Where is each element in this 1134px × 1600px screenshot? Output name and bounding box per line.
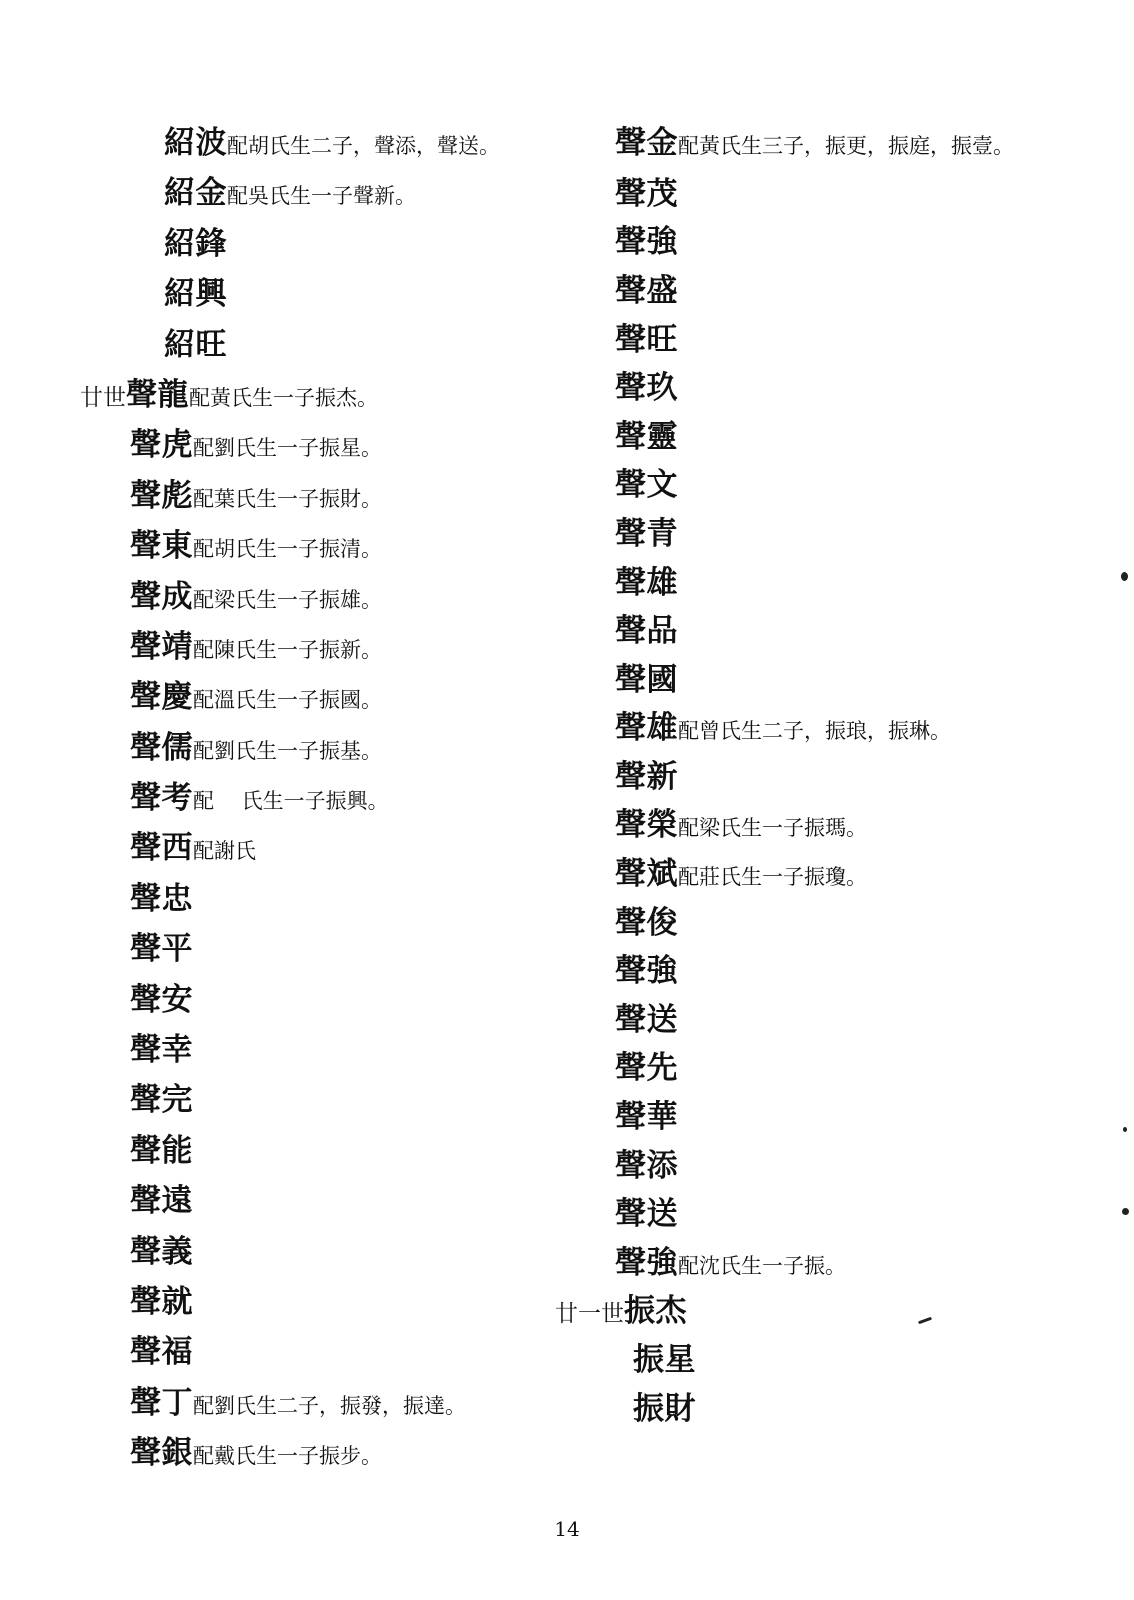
genealogy-entry xyxy=(555,1147,1055,1200)
entry-note: 配黃氏生一子振杰。 xyxy=(189,385,378,410)
entry-name: 聲盛 xyxy=(615,272,678,309)
entry-name: 聲茂 xyxy=(615,175,678,212)
entry-name: 聲西 xyxy=(130,830,193,867)
genealogy-entry xyxy=(80,477,550,531)
genealogy-entry xyxy=(555,1293,1055,1345)
entry-note: 配吳氏生一子聲新。 xyxy=(227,184,416,209)
entry-name: 紹旺 xyxy=(164,326,227,363)
genealogy-entry xyxy=(80,578,550,632)
entry-name: 紹興 xyxy=(164,276,227,313)
entry-name: 聲添 xyxy=(615,1147,678,1184)
entry-name: 聲金 xyxy=(615,125,678,161)
entry-name: 聲旺 xyxy=(615,321,678,358)
genealogy-entry xyxy=(555,1244,1055,1297)
entry-name: 聲安 xyxy=(130,981,193,1018)
entry-note: 配戴氏生一子振步。 xyxy=(193,1444,382,1469)
entry-note: 配溫氏生一子振國。 xyxy=(193,688,382,713)
entry-name: 紹波 xyxy=(164,125,227,161)
entry-name: 聲龍 xyxy=(126,376,189,413)
entry-name: 紹鋒 xyxy=(164,225,227,262)
entry-name: 聲完 xyxy=(130,1082,193,1119)
entry-name: 聲新 xyxy=(615,758,678,795)
entry-note: 配陳氏生一子振新。 xyxy=(193,637,382,662)
entry-name: 聲華 xyxy=(615,1099,678,1136)
genealogy-entry xyxy=(555,224,1055,276)
genealogy-entry xyxy=(80,1334,550,1387)
entry-name: 聲虎 xyxy=(130,427,193,464)
genealogy-entry xyxy=(555,1099,1055,1151)
entry-name: 聲慶 xyxy=(130,679,193,716)
genealogy-entry xyxy=(80,780,550,833)
genealogy-entry xyxy=(555,515,1055,568)
genealogy-entry xyxy=(80,679,550,732)
genealogy-entry xyxy=(80,931,550,984)
entry-note: 配劉氏生二子，振發，振達。 xyxy=(193,1393,466,1418)
left-column xyxy=(80,125,550,1489)
genealogy-entry xyxy=(555,1390,1055,1443)
entry-note: 配謝氏 xyxy=(193,839,256,864)
entry-name: 聲青 xyxy=(615,515,678,552)
entry-name: 聲成 xyxy=(130,578,193,615)
genealogy-entry xyxy=(80,981,550,1035)
entry-note: 配劉氏生一子振基。 xyxy=(193,738,382,763)
entry-name: 聲榮 xyxy=(615,807,678,844)
genealogy-entry xyxy=(555,758,1055,811)
genealogy-entry xyxy=(80,1283,550,1337)
genealogy-entry xyxy=(80,1183,550,1236)
entry-name: 聲彪 xyxy=(130,477,193,514)
genealogy-entry xyxy=(555,904,1055,957)
genealogy-entry xyxy=(80,125,550,178)
entry-name: 聲送 xyxy=(615,1001,678,1038)
entry-name: 聲送 xyxy=(615,1196,678,1233)
genealogy-entry xyxy=(555,1050,1055,1102)
entry-name: 聲強 xyxy=(615,953,678,990)
genealogy-entry xyxy=(80,1132,550,1186)
genealogy-entry xyxy=(80,326,550,380)
entry-note: 配梁氏生一子振瑪。 xyxy=(678,816,867,841)
genealogy-entry xyxy=(555,321,1055,374)
genealogy-entry xyxy=(555,418,1055,471)
entry-name: 聲俊 xyxy=(615,904,678,941)
entry-name: 聲平 xyxy=(130,931,193,968)
entry-name: 聲雄 xyxy=(615,564,678,601)
entry-name: 聲遠 xyxy=(130,1183,193,1220)
page-number: 14 xyxy=(554,1517,580,1541)
entry-name: 聲就 xyxy=(130,1283,193,1320)
entry-name: 聲幸 xyxy=(130,1032,193,1069)
genealogy-entry xyxy=(555,613,1055,665)
genealogy-entry xyxy=(80,225,550,279)
genealogy-entry xyxy=(555,661,1055,714)
genealogy-entry xyxy=(555,564,1055,617)
genealogy-entry xyxy=(80,1435,550,1488)
genealogy-entry xyxy=(80,427,550,480)
ink-speck xyxy=(1123,1127,1127,1132)
entry-name: 聲文 xyxy=(615,467,678,504)
entry-name: 聲先 xyxy=(615,1050,678,1087)
entry-name: 振財 xyxy=(633,1390,696,1427)
entry-name: 聲品 xyxy=(615,613,678,650)
entry-name: 聲強 xyxy=(615,1244,678,1281)
entry-note: 配劉氏生一子振星。 xyxy=(193,436,382,461)
genealogy-entry xyxy=(555,1001,1055,1054)
genealogy-entry xyxy=(80,1032,550,1085)
entry-name: 聲強 xyxy=(615,224,678,261)
entry-note: 配胡氏生一子振清。 xyxy=(193,537,382,562)
entry-name: 聲東 xyxy=(130,528,193,565)
genealogy-entry xyxy=(80,175,550,228)
generation-label: 廿一世 xyxy=(555,1301,624,1328)
entry-note: 配胡氏生二子，聲添，聲送。 xyxy=(227,134,500,158)
entry-note: 配葉氏生一子振財。 xyxy=(193,486,382,511)
entry-name: 聲斌 xyxy=(615,856,678,893)
genealogy-entry xyxy=(80,1082,550,1135)
genealogy-entry xyxy=(80,628,550,682)
entry-note: 配黃氏生三子，振更，振庭，振壹。 xyxy=(678,134,1014,158)
genealogy-entry xyxy=(555,1342,1055,1394)
entry-note: 配 氏生一子振興。 xyxy=(193,789,389,814)
entry-name: 振星 xyxy=(633,1342,696,1378)
entry-name: 聲忠 xyxy=(130,880,193,917)
entry-name: 聲雄 xyxy=(615,710,678,747)
entry-name: 聲福 xyxy=(130,1334,193,1371)
right-column xyxy=(555,125,1055,1442)
entry-name: 聲丁 xyxy=(130,1384,193,1421)
entry-note: 配曾氏生二子，振琅，振琳。 xyxy=(678,719,951,744)
entry-name: 紹金 xyxy=(164,175,227,212)
ink-speck xyxy=(1122,1208,1129,1215)
genealogy-entry xyxy=(80,1233,550,1287)
entry-note: 配沈氏生一子振。 xyxy=(678,1253,846,1278)
genealogy-entry xyxy=(555,710,1055,762)
genealogy-entry xyxy=(80,880,550,934)
genealogy-entry xyxy=(555,370,1055,422)
entry-name: 聲靈 xyxy=(615,418,678,455)
entry-name: 聲能 xyxy=(130,1132,193,1169)
entry-name: 聲義 xyxy=(130,1233,193,1270)
genealogy-entry xyxy=(80,830,550,883)
entry-note: 配莊氏生一子振瓊。 xyxy=(678,865,867,890)
generation-label: 廿世 xyxy=(80,384,126,411)
genealogy-entry xyxy=(80,528,550,581)
genealogy-entry xyxy=(555,953,1055,1005)
entry-name: 聲國 xyxy=(615,661,678,698)
entry-name: 聲銀 xyxy=(130,1435,193,1472)
genealogy-entry xyxy=(555,272,1055,325)
genealogy-entry xyxy=(555,856,1055,908)
entry-name: 聲玖 xyxy=(615,370,678,407)
genealogy-entry xyxy=(80,729,550,783)
genealogy-entry xyxy=(555,175,1055,228)
genealogy-entry xyxy=(80,376,550,430)
genealogy-entry xyxy=(80,1384,550,1438)
genealogy-entry xyxy=(555,1196,1055,1248)
genealogy-entry xyxy=(555,467,1055,519)
genealogy-entry xyxy=(555,807,1055,859)
ink-speck xyxy=(1121,572,1128,581)
entry-note: 配梁氏生一子振雄。 xyxy=(193,587,382,612)
entry-name: 聲考 xyxy=(130,780,193,817)
genealogy-entry xyxy=(555,125,1055,165)
entry-name: 聲靖 xyxy=(130,628,193,665)
entry-name: 聲儒 xyxy=(130,729,193,766)
genealogy-entry xyxy=(80,276,550,329)
entry-name: 振杰 xyxy=(624,1293,687,1330)
